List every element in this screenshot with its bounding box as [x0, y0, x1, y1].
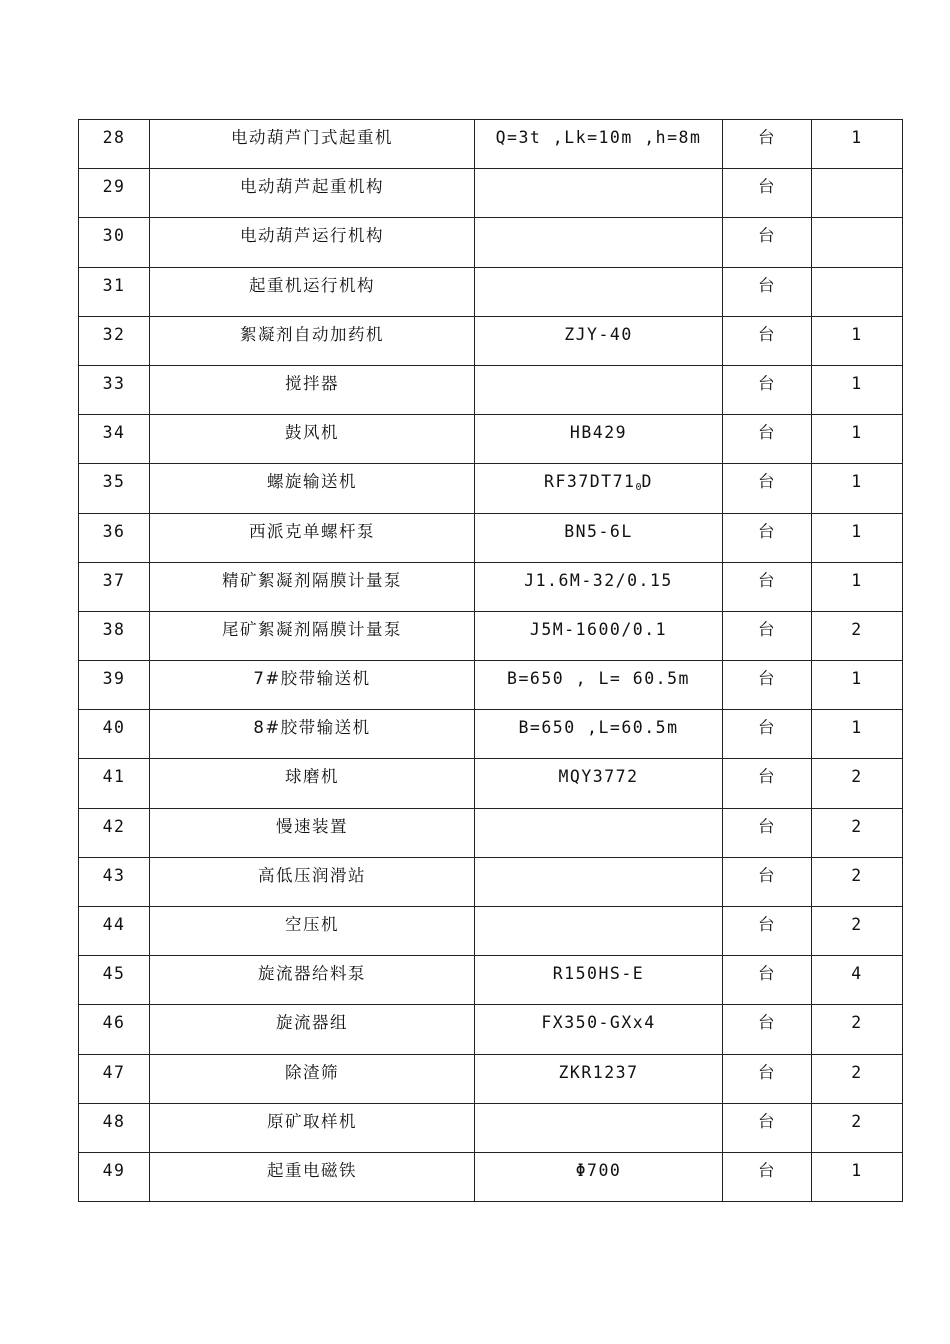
- equipment-spec: [475, 857, 723, 906]
- table-row: [79, 169, 903, 218]
- equipment-quantity: 1: [812, 316, 903, 365]
- equipment-unit: 台: [723, 710, 812, 759]
- row-number: 38: [79, 611, 150, 660]
- equipment-quantity: [812, 267, 903, 316]
- equipment-name: 8#胶带输送机: [150, 710, 475, 759]
- equipment-quantity: 4: [812, 956, 903, 1005]
- equipment-unit: 台: [723, 513, 812, 562]
- equipment-unit: 台: [723, 316, 812, 365]
- equipment-spec: J5M-1600/0.1: [475, 611, 723, 660]
- table-row: [79, 857, 903, 906]
- equipment-unit: 台: [723, 1005, 812, 1054]
- equipment-spec: ZKR1237: [475, 1054, 723, 1103]
- equipment-unit: 台: [723, 956, 812, 1005]
- equipment-name: 起重电磁铁: [150, 1152, 475, 1201]
- equipment-quantity: 2: [812, 759, 903, 808]
- row-number: 46: [79, 1005, 150, 1054]
- equipment-spec: R150HS-E: [475, 956, 723, 1005]
- equipment-unit: 台: [723, 120, 812, 169]
- equipment-unit: 台: [723, 857, 812, 906]
- equipment-name: 尾矿絮凝剂隔膜计量泵: [150, 611, 475, 660]
- table-row: [79, 464, 903, 513]
- row-number: 34: [79, 415, 150, 464]
- equipment-name: 7#胶带输送机: [150, 661, 475, 710]
- row-number: 47: [79, 1054, 150, 1103]
- equipment-name: 电动葫芦门式起重机: [150, 120, 475, 169]
- equipment-spec: J1.6M-32/0.15: [475, 562, 723, 611]
- row-number: 30: [79, 218, 150, 267]
- equipment-spec: [475, 218, 723, 267]
- equipment-name: 西派克单螺杆泵: [150, 513, 475, 562]
- equipment-spec: [475, 169, 723, 218]
- equipment-table-body: [79, 120, 903, 1202]
- equipment-quantity: 2: [812, 611, 903, 660]
- equipment-spec: MQY3772: [475, 759, 723, 808]
- row-number: 43: [79, 857, 150, 906]
- equipment-quantity: 1: [812, 710, 903, 759]
- equipment-spec: BN5-6L: [475, 513, 723, 562]
- table-row: [79, 218, 903, 267]
- equipment-quantity: 1: [812, 661, 903, 710]
- equipment-unit: 台: [723, 464, 812, 513]
- equipment-quantity: 1: [812, 415, 903, 464]
- equipment-unit: 台: [723, 365, 812, 414]
- equipment-quantity: 2: [812, 1005, 903, 1054]
- table-row: [79, 562, 903, 611]
- equipment-name: 螺旋输送机: [150, 464, 475, 513]
- equipment-quantity: 1: [812, 365, 903, 414]
- row-number: 29: [79, 169, 150, 218]
- equipment-unit: 台: [723, 1054, 812, 1103]
- equipment-name: 电动葫芦起重机构: [150, 169, 475, 218]
- equipment-quantity: 1: [812, 1152, 903, 1201]
- row-number: 36: [79, 513, 150, 562]
- table-row: [79, 611, 903, 660]
- equipment-spec: Φ700: [475, 1152, 723, 1201]
- equipment-spec: [475, 907, 723, 956]
- equipment-unit: 台: [723, 1103, 812, 1152]
- equipment-spec: [475, 464, 723, 513]
- equipment-quantity: 1: [812, 120, 903, 169]
- equipment-unit: 台: [723, 415, 812, 464]
- table-row: [79, 710, 903, 759]
- equipment-quantity: 2: [812, 1054, 903, 1103]
- equipment-name: 空压机: [150, 907, 475, 956]
- table-row: [79, 1103, 903, 1152]
- equipment-unit: 台: [723, 808, 812, 857]
- equipment-unit: 台: [723, 562, 812, 611]
- equipment-unit: 台: [723, 907, 812, 956]
- equipment-quantity: [812, 169, 903, 218]
- equipment-quantity: 1: [812, 513, 903, 562]
- row-number: 39: [79, 661, 150, 710]
- equipment-name: 搅拌器: [150, 365, 475, 414]
- equipment-quantity: 2: [812, 1103, 903, 1152]
- equipment-name: 除渣筛: [150, 1054, 475, 1103]
- equipment-spec: [475, 267, 723, 316]
- equipment-spec: HB429: [475, 415, 723, 464]
- equipment-spec: [475, 1103, 723, 1152]
- row-number: 37: [79, 562, 150, 611]
- table-row: [79, 365, 903, 414]
- spec-subscript: 0: [635, 482, 642, 494]
- equipment-quantity: 1: [812, 464, 903, 513]
- row-number: 40: [79, 710, 150, 759]
- row-number: 49: [79, 1152, 150, 1201]
- equipment-table: [78, 119, 903, 1202]
- row-number: 44: [79, 907, 150, 956]
- equipment-quantity: 2: [812, 907, 903, 956]
- table-row: [79, 661, 903, 710]
- equipment-unit: 台: [723, 661, 812, 710]
- row-number: 42: [79, 808, 150, 857]
- row-number: 41: [79, 759, 150, 808]
- equipment-unit: 台: [723, 267, 812, 316]
- table-row: [79, 120, 903, 169]
- equipment-name: 鼓风机: [150, 415, 475, 464]
- equipment-spec: B=650 ,L=60.5m: [475, 710, 723, 759]
- equipment-name: 精矿絮凝剂隔膜计量泵: [150, 562, 475, 611]
- equipment-spec: ZJY-40: [475, 316, 723, 365]
- row-number: 48: [79, 1103, 150, 1152]
- table-row: [79, 316, 903, 365]
- equipment-quantity: 2: [812, 808, 903, 857]
- equipment-spec: FX350-GXx4: [475, 1005, 723, 1054]
- equipment-name: 慢速装置: [150, 808, 475, 857]
- equipment-spec: [475, 365, 723, 414]
- equipment-name: 旋流器组: [150, 1005, 475, 1054]
- equipment-unit: 台: [723, 611, 812, 660]
- table-row: [79, 1152, 903, 1201]
- equipment-quantity: 2: [812, 857, 903, 906]
- row-number: 28: [79, 120, 150, 169]
- equipment-unit: 台: [723, 1152, 812, 1201]
- equipment-spec: [475, 808, 723, 857]
- equipment-quantity: 1: [812, 562, 903, 611]
- table-row: [79, 1005, 903, 1054]
- equipment-unit: 台: [723, 218, 812, 267]
- equipment-unit: 台: [723, 759, 812, 808]
- equipment-name: 高低压润滑站: [150, 857, 475, 906]
- equipment-unit: 台: [723, 169, 812, 218]
- equipment-name: 旋流器给料泵: [150, 956, 475, 1005]
- row-number: 35: [79, 464, 150, 513]
- table-row: [79, 907, 903, 956]
- row-number: 33: [79, 365, 150, 414]
- equipment-name: 絮凝剂自动加药机: [150, 316, 475, 365]
- row-number: 31: [79, 267, 150, 316]
- equipment-spec: Q=3t ,Lk=10m ,h=8m: [475, 120, 723, 169]
- table-row: [79, 513, 903, 562]
- row-number: 45: [79, 956, 150, 1005]
- table-row: [79, 267, 903, 316]
- spec-tail: D: [641, 472, 653, 492]
- table-row: [79, 415, 903, 464]
- equipment-name: 起重机运行机构: [150, 267, 475, 316]
- table-row: [79, 808, 903, 857]
- table-row: [79, 1054, 903, 1103]
- equipment-quantity: [812, 218, 903, 267]
- spec-main: RF37DT71: [544, 472, 636, 492]
- table-row: [79, 759, 903, 808]
- equipment-name: 球磨机: [150, 759, 475, 808]
- table-row: [79, 956, 903, 1005]
- equipment-name: 电动葫芦运行机构: [150, 218, 475, 267]
- row-number: 32: [79, 316, 150, 365]
- equipment-name: 原矿取样机: [150, 1103, 475, 1152]
- equipment-spec: B=650 , L= 60.5m: [475, 661, 723, 710]
